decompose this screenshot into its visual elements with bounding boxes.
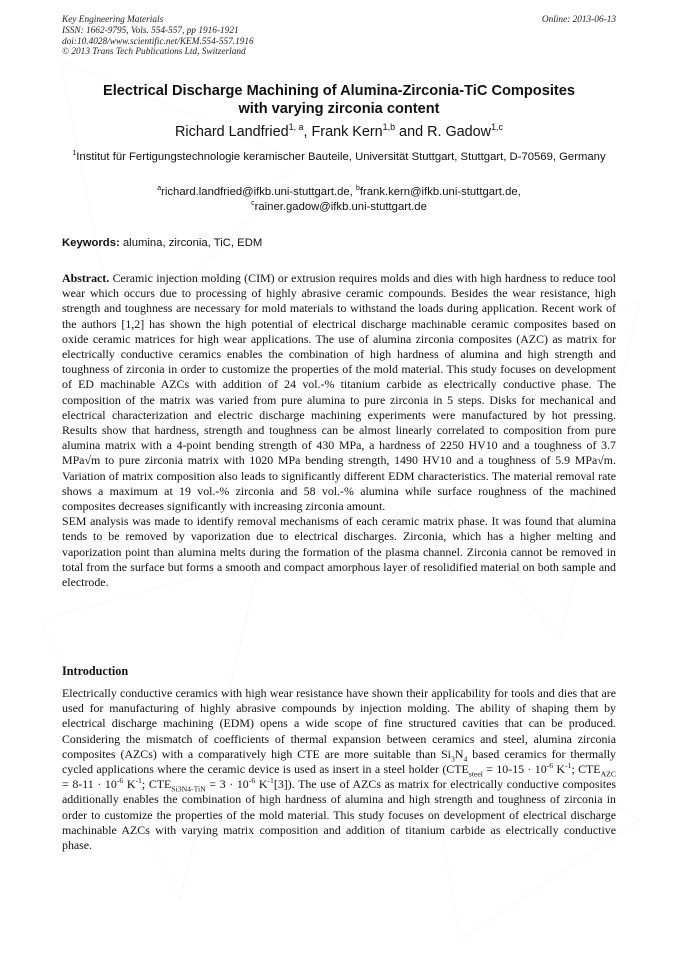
issn-line: ISSN: 1662-9795, Vols. 554-557, pp 1916-1921 bbox=[62, 25, 239, 36]
abstract bbox=[62, 271, 616, 590]
email-b: frank.kern@ifkb.uni-stuttgart.de, bbox=[359, 186, 521, 198]
intro-exp-3: -6 bbox=[248, 776, 256, 786]
intro-text-10: = 3 · 10 bbox=[205, 777, 249, 792]
abstract-text-1: Ceramic injection molding (CIM) or extrusion requires molds and dies with high hardness to reduce tool wear which occurs due to processing of highly abrasive ceramic compounds. Besides the wear resistance, high strength and toughness are necessary for mold materials to withstand the loads during application. Recent work of the authors [1,2] has shown the high potential of electrical discharge machinable ceramic composites based on oxide ceramic matrices for high wear applications. The use of alumina zirconia composites (AZC) as matrix for electrically conductive ceramics enables the combination of high hardness of alumina and high strength and toughness of zirconia in order to customize the properties of the mold material. This study focuses on development of ED machinable AZCs with addition of 24 vol.-% titanium carbide as electrically conductive phase. The composition of the matrix was varied from pure alumina to pure zirconia in 5 steps. Disks for mechanical and electrical characterization and electric discharge machining experiments were manufactured by hot pressing. Results show that hardness, strength and toughness can be almost linearly correlated to composition from pure alumina matrix with a 4-point bending strength of 430 MPa, a hardness of 2250 HV10 and a toughness of 3.7 MPa√m to pure zirconia matrix with 1020 MPa bending strength, 1490 HV10 and a toughness of 5.9 MPa√m. Variation of matrix composition also leads to significantly different EDM characteristics. The material removal rate shows a maximum at 19 vol.-% zirconia and 58 vol.-% alumina while surface roughness of the machined composites decreases significantly with increasing zirconia amount. bbox=[62, 271, 616, 514]
paper-title bbox=[62, 82, 616, 118]
introduction-body bbox=[62, 686, 616, 853]
email-a-sup: a bbox=[157, 185, 162, 193]
email-a: richard.landfried@ifkb.uni-stuttgart.de, bbox=[161, 186, 356, 198]
intro-kexp-1: -1 bbox=[565, 761, 572, 771]
online-date: Online: 2013-06-13 bbox=[541, 15, 616, 25]
keywords bbox=[62, 236, 616, 251]
intro-text-11: K bbox=[255, 777, 268, 792]
intro-exp-1: -6 bbox=[546, 761, 554, 771]
keywords-label: Keywords: bbox=[62, 237, 120, 249]
intro-sub-si: 3 bbox=[451, 754, 455, 764]
intro-text-12: [3]). The use of AZCs as matrix for electrically conductive composites additionally enables the combination of high hardness of alumina and high strength and toughness of zirconia in order to customize the properties of the mold material. This study focuses on development of electrical discharge machinable AZCs with varying matrix composition and addition of titanium carbide as electrically conductive phase. bbox=[62, 777, 616, 853]
abstract-label: Abstract. bbox=[62, 271, 110, 285]
intro-text-3: based ceramics for thermally cycled applications where the ceramic device is used as insert in a steel holder (CTE bbox=[62, 746, 616, 777]
intro-sub-si3n4-tin: Si3N4-TiN bbox=[171, 784, 206, 794]
email-b-sup: b bbox=[355, 185, 360, 193]
intro-text-5: K bbox=[553, 762, 566, 777]
title-line-1: Electrical Discharge Machining of Alumina-Zirconia-TiC Composites bbox=[103, 83, 575, 99]
author-3: R. Gadow bbox=[427, 124, 492, 140]
journal-header bbox=[62, 15, 616, 58]
author-separator-2: and bbox=[395, 124, 428, 140]
affiliation bbox=[62, 150, 616, 165]
intro-text-1: Electrically conductive ceramics with high wear resistance have shown their applicability for tools and dies that are used for manufacturing of highly abrasive compounds by injection molding. The ability of shaping them by electrical discharge machining (EDM) opens a wide scope of fine structured cavities that can be produced. Considering the mismatch of coefficients of thermal expansion between ceramics and steel, alumina zirconia composites (AZCs) with a comparatively high CTE are more suitable than Si bbox=[62, 686, 616, 761]
author-list bbox=[62, 123, 616, 141]
keywords-text: alumina, zirconia, TiC, EDM bbox=[119, 237, 263, 249]
title-line-2: with varying zirconia content bbox=[238, 101, 440, 117]
intro-text-8: K bbox=[123, 777, 136, 792]
author-1: Richard Landfried bbox=[175, 124, 289, 140]
author-2: Frank Kern bbox=[311, 124, 383, 140]
author-separator-1: , bbox=[303, 124, 312, 140]
email-c-sup: c bbox=[251, 200, 255, 208]
intro-text-2: N bbox=[454, 746, 464, 761]
abstract-paragraph-1 bbox=[62, 271, 616, 514]
copyright-line: © 2013 Trans Tech Publications Ltd, Switzerland bbox=[62, 47, 246, 58]
author-3-sup: 1,c bbox=[491, 122, 503, 133]
abstract-paragraph-2: SEM analysis was made to identify removal mechanisms of each ceramic matrix phase. It was found that alumina tends to be removed by vaporization due to electrical discharges. Zirconia, which has a higher melting and vaporization point than alumina melts during the formation of the plasma channel. Zirconia cannot be removed in total from the surface but forms a smooth and compact amorphous layer of resolidified material on both sample and electrode. bbox=[62, 514, 616, 590]
intro-text-9: ; CTE bbox=[141, 777, 172, 792]
intro-sub-n: 4 bbox=[463, 754, 468, 764]
intro-exp-2: -6 bbox=[116, 776, 124, 786]
email-c: rainer.gadow@ifkb.uni-stuttgart.de bbox=[254, 201, 427, 213]
email-line-2 bbox=[62, 200, 616, 215]
intro-kexp-2: -1 bbox=[135, 776, 142, 786]
author-1-sup: 1, a bbox=[288, 122, 304, 133]
intro-sub-azc: AZC bbox=[600, 769, 617, 779]
intro-text-6: ; CTE bbox=[571, 762, 601, 777]
affiliation-sup: 1 bbox=[72, 150, 77, 158]
author-2-sup: 1,b bbox=[382, 122, 396, 133]
intro-text-4: = 10-15 · 10 bbox=[482, 762, 547, 777]
intro-text-7: = 8-11 · 10 bbox=[62, 777, 117, 792]
doi-line: doi:10.4028/www.scientific.net/KEM.554-557.1916 bbox=[62, 36, 254, 47]
intro-kexp-3: -1 bbox=[267, 776, 274, 786]
introduction-paragraph bbox=[62, 686, 616, 853]
intro-sub-steel: steel bbox=[468, 769, 483, 779]
introduction-heading: Introduction bbox=[62, 664, 129, 678]
email-line-1 bbox=[62, 185, 616, 200]
affiliation-text: Institut für Fertigungstechnologie keramischer Bauteile, Universität Stuttgart, Stuttgart, D-70569, Germany bbox=[76, 151, 606, 163]
author-emails bbox=[62, 185, 616, 215]
journal-name: Key Engineering Materials bbox=[62, 15, 164, 25]
